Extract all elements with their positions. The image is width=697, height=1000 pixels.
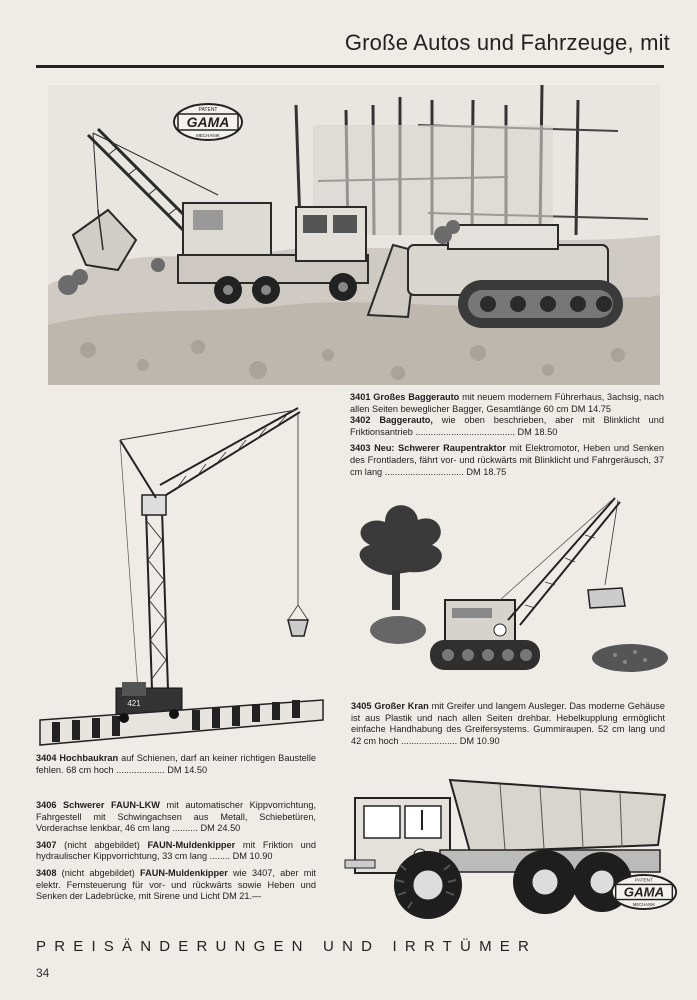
product-3404: 3404 Hochbaukran auf Schienen, darf an keiner richtigen Baustelle fehlen. 68 cm hoch ................... DM 14.50	[36, 753, 316, 775]
gama-logo	[172, 102, 244, 142]
page-number: 34	[36, 966, 50, 980]
product-3403: 3403 Neu: Schwerer Raupentraktor mit Elektromotor, Heben und Senken des Frontladers, fährt vor- und rückwärts mit Blinklicht und Fahrgeräusch, 37 cm lang ............................... DM 18.75	[350, 443, 664, 477]
gama-logo-patent: PATENT	[198, 107, 218, 113]
desc-block-3401-3403	[350, 392, 664, 483]
crane-label: 421	[127, 699, 141, 708]
price-3407: DM 10.90	[232, 851, 273, 862]
tower-crane-photo	[38, 400, 328, 752]
gama-logo-bottom	[610, 872, 678, 912]
gama-logo-sub: MECHANIK	[196, 133, 220, 138]
product-3407: 3407 (nicht abgebildet) FAUN-Muldenkipper mit Friktion und hydraulischer Kippvorrichtung, 33 cm lang ........ DM 10.90	[36, 839, 316, 862]
crawler-crane-photo	[340, 490, 670, 690]
price-3406: DM 24.50	[200, 823, 241, 834]
header-rule	[36, 65, 664, 68]
footer-disclaimer: PREISÄNDERUNGEN UND IRRTÜMER	[36, 938, 538, 955]
price-3404: DM 14.50	[167, 764, 208, 775]
desc-block-3404	[36, 753, 316, 781]
product-3408: 3408 (nicht abgebildet) FAUN-Muldenkipper wie 3407, aber mit elektr. Fernsteuerung für vor- und rückwärts sowie Heben und Senken der Ladebrücke, mit Sirene und Licht DM 21.—	[36, 867, 316, 902]
product-3405: 3405 Großer Kran mit Greifer und langem Ausleger. Das moderne Gehäuse ist aus Plastik und nach allen Seiten drehbar. Hebelkupplung ermöglicht einfache Handhabung des Greifersystems. Gummiraupen. 52 cm lang und 42 cm hoch ...................... DM 10.90	[351, 701, 666, 746]
price-3403: DM 18.75	[466, 466, 507, 477]
desc-block-3405	[351, 701, 665, 752]
gama-logo-patent: PATENT	[635, 878, 653, 884]
page-title: Große Autos und Fahrzeuge, mit	[344, 30, 670, 55]
excavator-truck-photo	[48, 85, 660, 385]
desc-block-3406-3408	[36, 800, 316, 908]
price-3408: DM 21.—	[222, 891, 262, 902]
price-3405: DM 10.90	[459, 735, 500, 746]
price-3402: DM 18.50	[517, 426, 558, 437]
product-3406: 3406 Schwerer FAUN-LKW mit automatischer Kippvorrichtung, Fahrgestell mit Schwingachsen aus Metall, Schiebetüren, Vorderachse lenkbar, 46 cm lang .......... DM 24.50	[36, 800, 317, 834]
price-3401: DM 14.75	[571, 403, 611, 414]
gama-logo-brand: GAMA	[623, 884, 665, 900]
gama-logo-brand: GAMA	[186, 114, 230, 130]
product-3401: 3401 Großes Baggerauto mit neuem modernem Führerhaus, 3achsig, nach allen Seiten beweglicher Bagger, Gesamtlänge 60 cm DM 14.75 3402 Baggerauto, wie oben beschrieben, aber mit Blinklicht und Friktionsantrieb ....................................... DM 18.50	[350, 392, 664, 437]
gama-logo-sub: MECHANIK	[632, 902, 656, 908]
